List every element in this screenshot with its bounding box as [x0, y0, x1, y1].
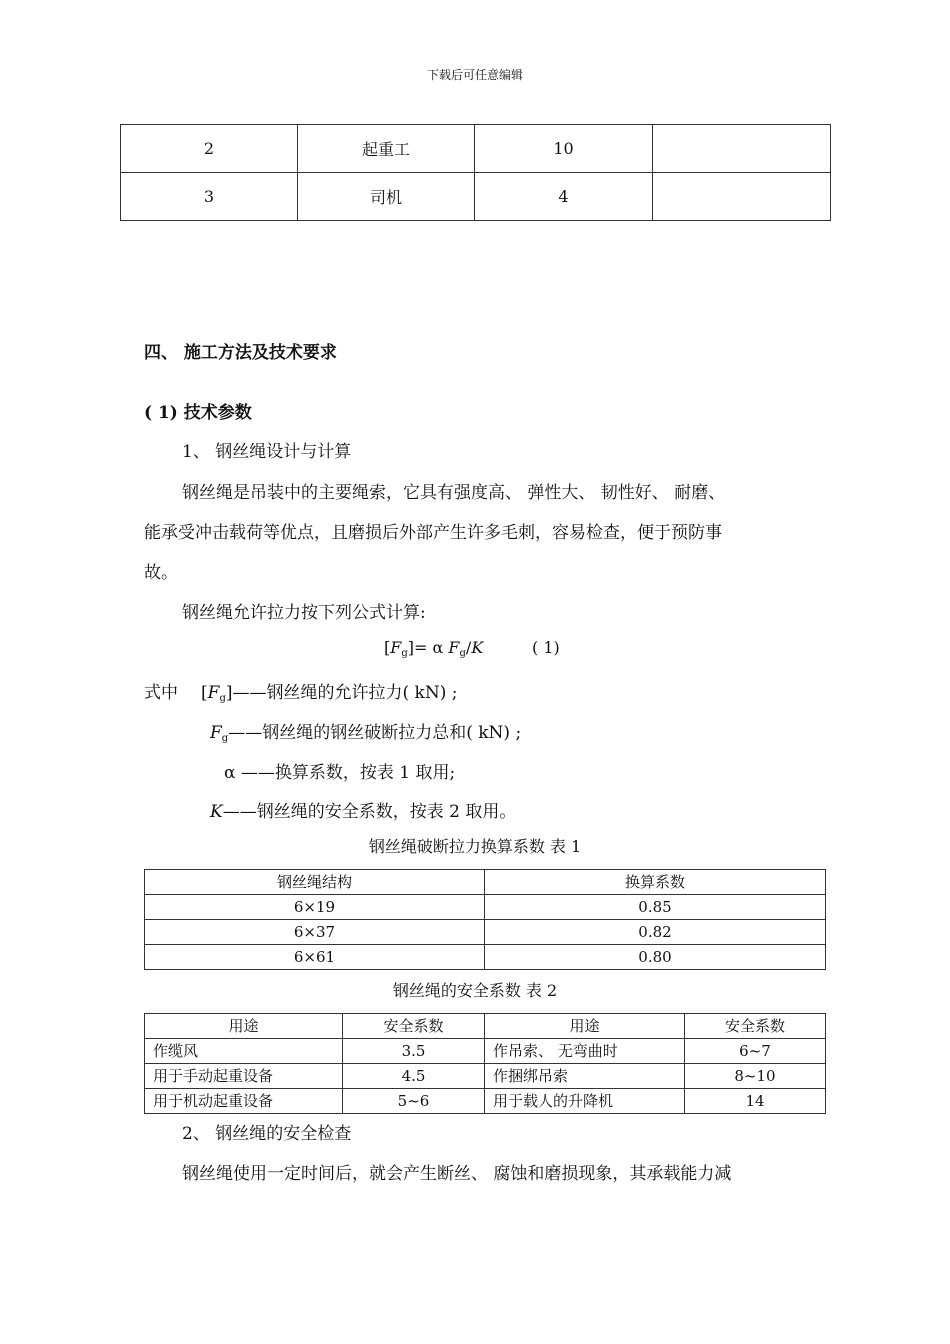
- section-heading: 四、 施工方法及技术要求: [144, 343, 337, 363]
- definition-text: ——钢丝绳的钢丝破断拉力总和( kN) ;: [228, 723, 522, 743]
- table-header-cell: 钢丝绳结构: [145, 870, 485, 895]
- table-cell: 6×61: [145, 945, 485, 970]
- table-row: [145, 1089, 826, 1114]
- table-cell: 5~6: [343, 1089, 485, 1114]
- formula-part: g: [219, 693, 226, 704]
- formula-part: /: [465, 638, 472, 657]
- page-header: 下载后可任意编辑: [426, 68, 523, 82]
- table-cell: 作吊索、 无弯曲时: [485, 1039, 685, 1064]
- table-caption: 钢丝绳破断拉力换算系数 表 1: [368, 837, 582, 856]
- table-cell: 8~10: [685, 1064, 826, 1089]
- definition-line: α ——换算系数，按表 1 取用;: [224, 763, 456, 783]
- table-cell: 6×19: [145, 895, 485, 920]
- formula-part: [: [201, 683, 208, 703]
- formula: [384, 638, 483, 659]
- table-cell: [653, 173, 831, 221]
- formula-part: F: [207, 683, 220, 703]
- table-cell: 6×37: [145, 920, 485, 945]
- definition-line: [201, 678, 457, 704]
- safety-factor-table: [144, 1013, 826, 1114]
- item-heading: 2、 钢丝绳的安全检查: [182, 1124, 352, 1144]
- paragraph-line: 能承受冲击载荷等优点，且磨损后外部产生许多毛刺，容易检查，便于预防事: [144, 523, 722, 543]
- table-cell: 10: [475, 125, 653, 173]
- table-cell: 用于机动起重设备: [145, 1089, 343, 1114]
- table-header-cell: 换算系数: [485, 870, 826, 895]
- table-cell: 司机: [298, 173, 475, 221]
- table-cell: 用于手动起重设备: [145, 1064, 343, 1089]
- definition-text: ——钢丝绳的允许拉力( kN) ;: [232, 683, 458, 703]
- table-cell: 3.5: [343, 1039, 485, 1064]
- subsection-heading: ( 1) 技术参数: [144, 403, 252, 423]
- formula-part: g: [459, 648, 466, 659]
- paragraph-line: 钢丝绳使用一定时间后，就会产生断丝、 腐蚀和磨损现象，其承载能力减: [182, 1164, 732, 1184]
- table-cell: 0.82: [485, 920, 826, 945]
- paragraph-line: 故。: [144, 563, 178, 583]
- paragraph: 钢丝绳允许拉力按下列公式计算:: [182, 603, 426, 623]
- table-cell: 3: [121, 173, 298, 221]
- formula-part: K: [471, 638, 484, 657]
- table-cell: 4: [475, 173, 653, 221]
- table-cell: 14: [685, 1089, 826, 1114]
- staff-table: [120, 124, 831, 221]
- table-cell: 起重工: [298, 125, 475, 173]
- table-cell: 2: [121, 125, 298, 173]
- table-cell: 4.5: [343, 1064, 485, 1089]
- table-row: [145, 920, 826, 945]
- table-row: [145, 945, 826, 970]
- formula-part: [: [384, 638, 391, 657]
- conversion-factor-table: [144, 869, 826, 970]
- table-cell: 6~7: [685, 1039, 826, 1064]
- table-header-row: [145, 870, 826, 895]
- table-cell: [653, 125, 831, 173]
- table-row: [145, 1039, 826, 1064]
- definition-prefix: 式中: [144, 683, 178, 703]
- table-row: [145, 895, 826, 920]
- formula-part: g: [221, 733, 229, 744]
- formula-part: F: [390, 638, 402, 657]
- definition-text: ——钢丝绳的安全系数，按表 2 取用。: [222, 802, 517, 822]
- paragraph-line: 钢丝绳是吊装中的主要绳索，它具有强度高、 弹性大、 韧性好、 耐磨、: [182, 483, 726, 503]
- table-cell: 用于载人的升降机: [485, 1089, 685, 1114]
- table-caption: 钢丝绳的安全系数 表 2: [392, 981, 558, 1000]
- table-cell: 0.85: [485, 895, 826, 920]
- table-header-cell: 安全系数: [343, 1014, 485, 1039]
- formula-number: ( 1): [532, 638, 560, 657]
- definition-line: [210, 718, 521, 744]
- formula-part: ]: [225, 683, 233, 703]
- definition-line: [210, 797, 516, 822]
- table-cell: 作捆绑吊索: [485, 1064, 685, 1089]
- formula-part: F: [210, 723, 222, 743]
- formula-part: F: [448, 638, 460, 657]
- formula-part: ]: [407, 638, 415, 657]
- table-cell: 作缆风: [145, 1039, 343, 1064]
- table-row: [145, 1064, 826, 1089]
- table-header-cell: 用途: [485, 1014, 685, 1039]
- table-header-cell: 用途: [145, 1014, 343, 1039]
- formula-part: K: [210, 802, 223, 822]
- item-heading: 1、 钢丝绳设计与计算: [182, 442, 352, 462]
- table-cell: 0.80: [485, 945, 826, 970]
- table-header-row: [145, 1014, 826, 1039]
- formula-part: g: [401, 648, 408, 659]
- table-header-cell: 安全系数: [685, 1014, 826, 1039]
- table-row: [121, 125, 831, 173]
- table-row: [121, 173, 831, 221]
- formula-part: = α: [414, 638, 449, 657]
